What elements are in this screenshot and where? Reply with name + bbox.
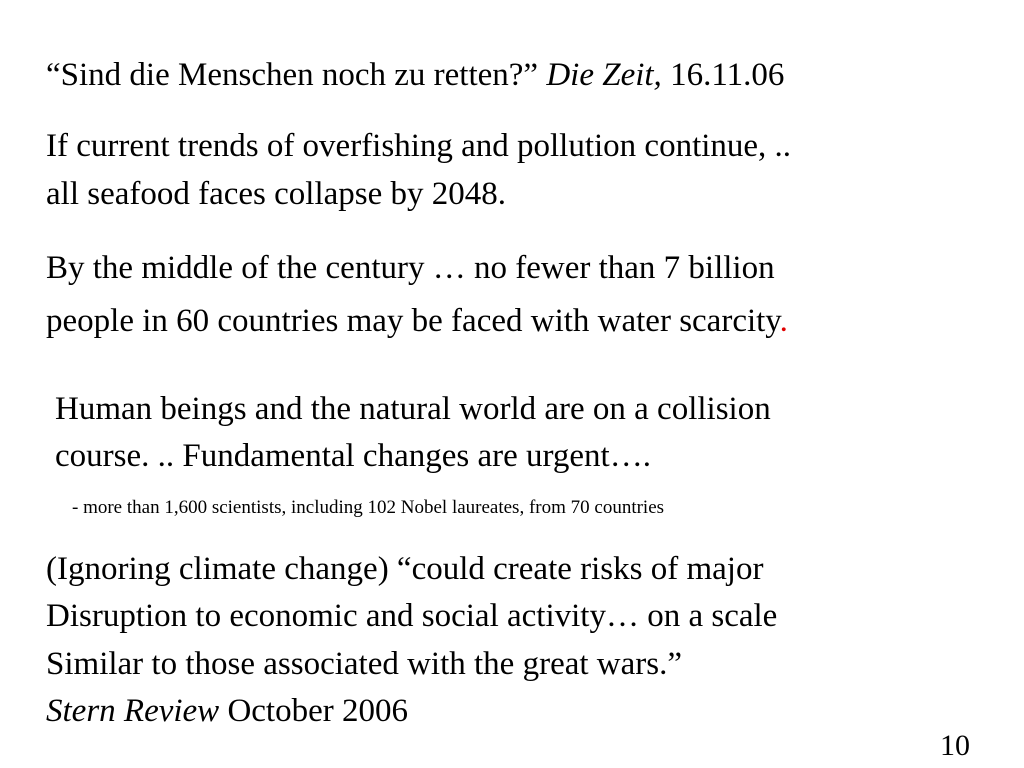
- page-number: 10: [940, 729, 970, 762]
- water-line-2: people in 60 countries may be faced with water scarcity: [46, 303, 780, 339]
- collision-line-2: course. .. Fundamental changes are urgent….: [55, 438, 651, 474]
- seafood-line-1: If current trends of overfishing and pollution continue, ..: [46, 128, 792, 164]
- header-source: Die Zeit,: [546, 57, 662, 93]
- stern-citation: [46, 691, 408, 731]
- header-quote: “Sind die Menschen noch zu retten?”: [46, 57, 539, 93]
- collision-attribution: - more than 1,600 scientists, including 102 Nobel laureates, from 70 countries: [72, 497, 665, 518]
- stern-source: Stern Review: [46, 693, 220, 729]
- stern-date: October 2006: [227, 693, 408, 729]
- header-citation: [46, 55, 784, 95]
- stern-line-1: (Ignoring climate change) “could create risks of major: [46, 551, 764, 587]
- water-line-2-period: .: [779, 303, 788, 339]
- collision-line-1: Human beings and the natural world are on a collision: [55, 391, 771, 427]
- stern-line-3: Similar to those associated with the great wars.”: [46, 646, 682, 682]
- water-line-2-wrap: [46, 301, 788, 341]
- stern-line-2: Disruption to economic and social activity… on a scale: [46, 598, 778, 634]
- water-line-1: By the middle of the century … no fewer than 7 billion: [46, 250, 775, 286]
- seafood-line-2: all seafood faces collapse by 2048.: [46, 176, 507, 212]
- header-date: 16.11.06: [670, 57, 785, 93]
